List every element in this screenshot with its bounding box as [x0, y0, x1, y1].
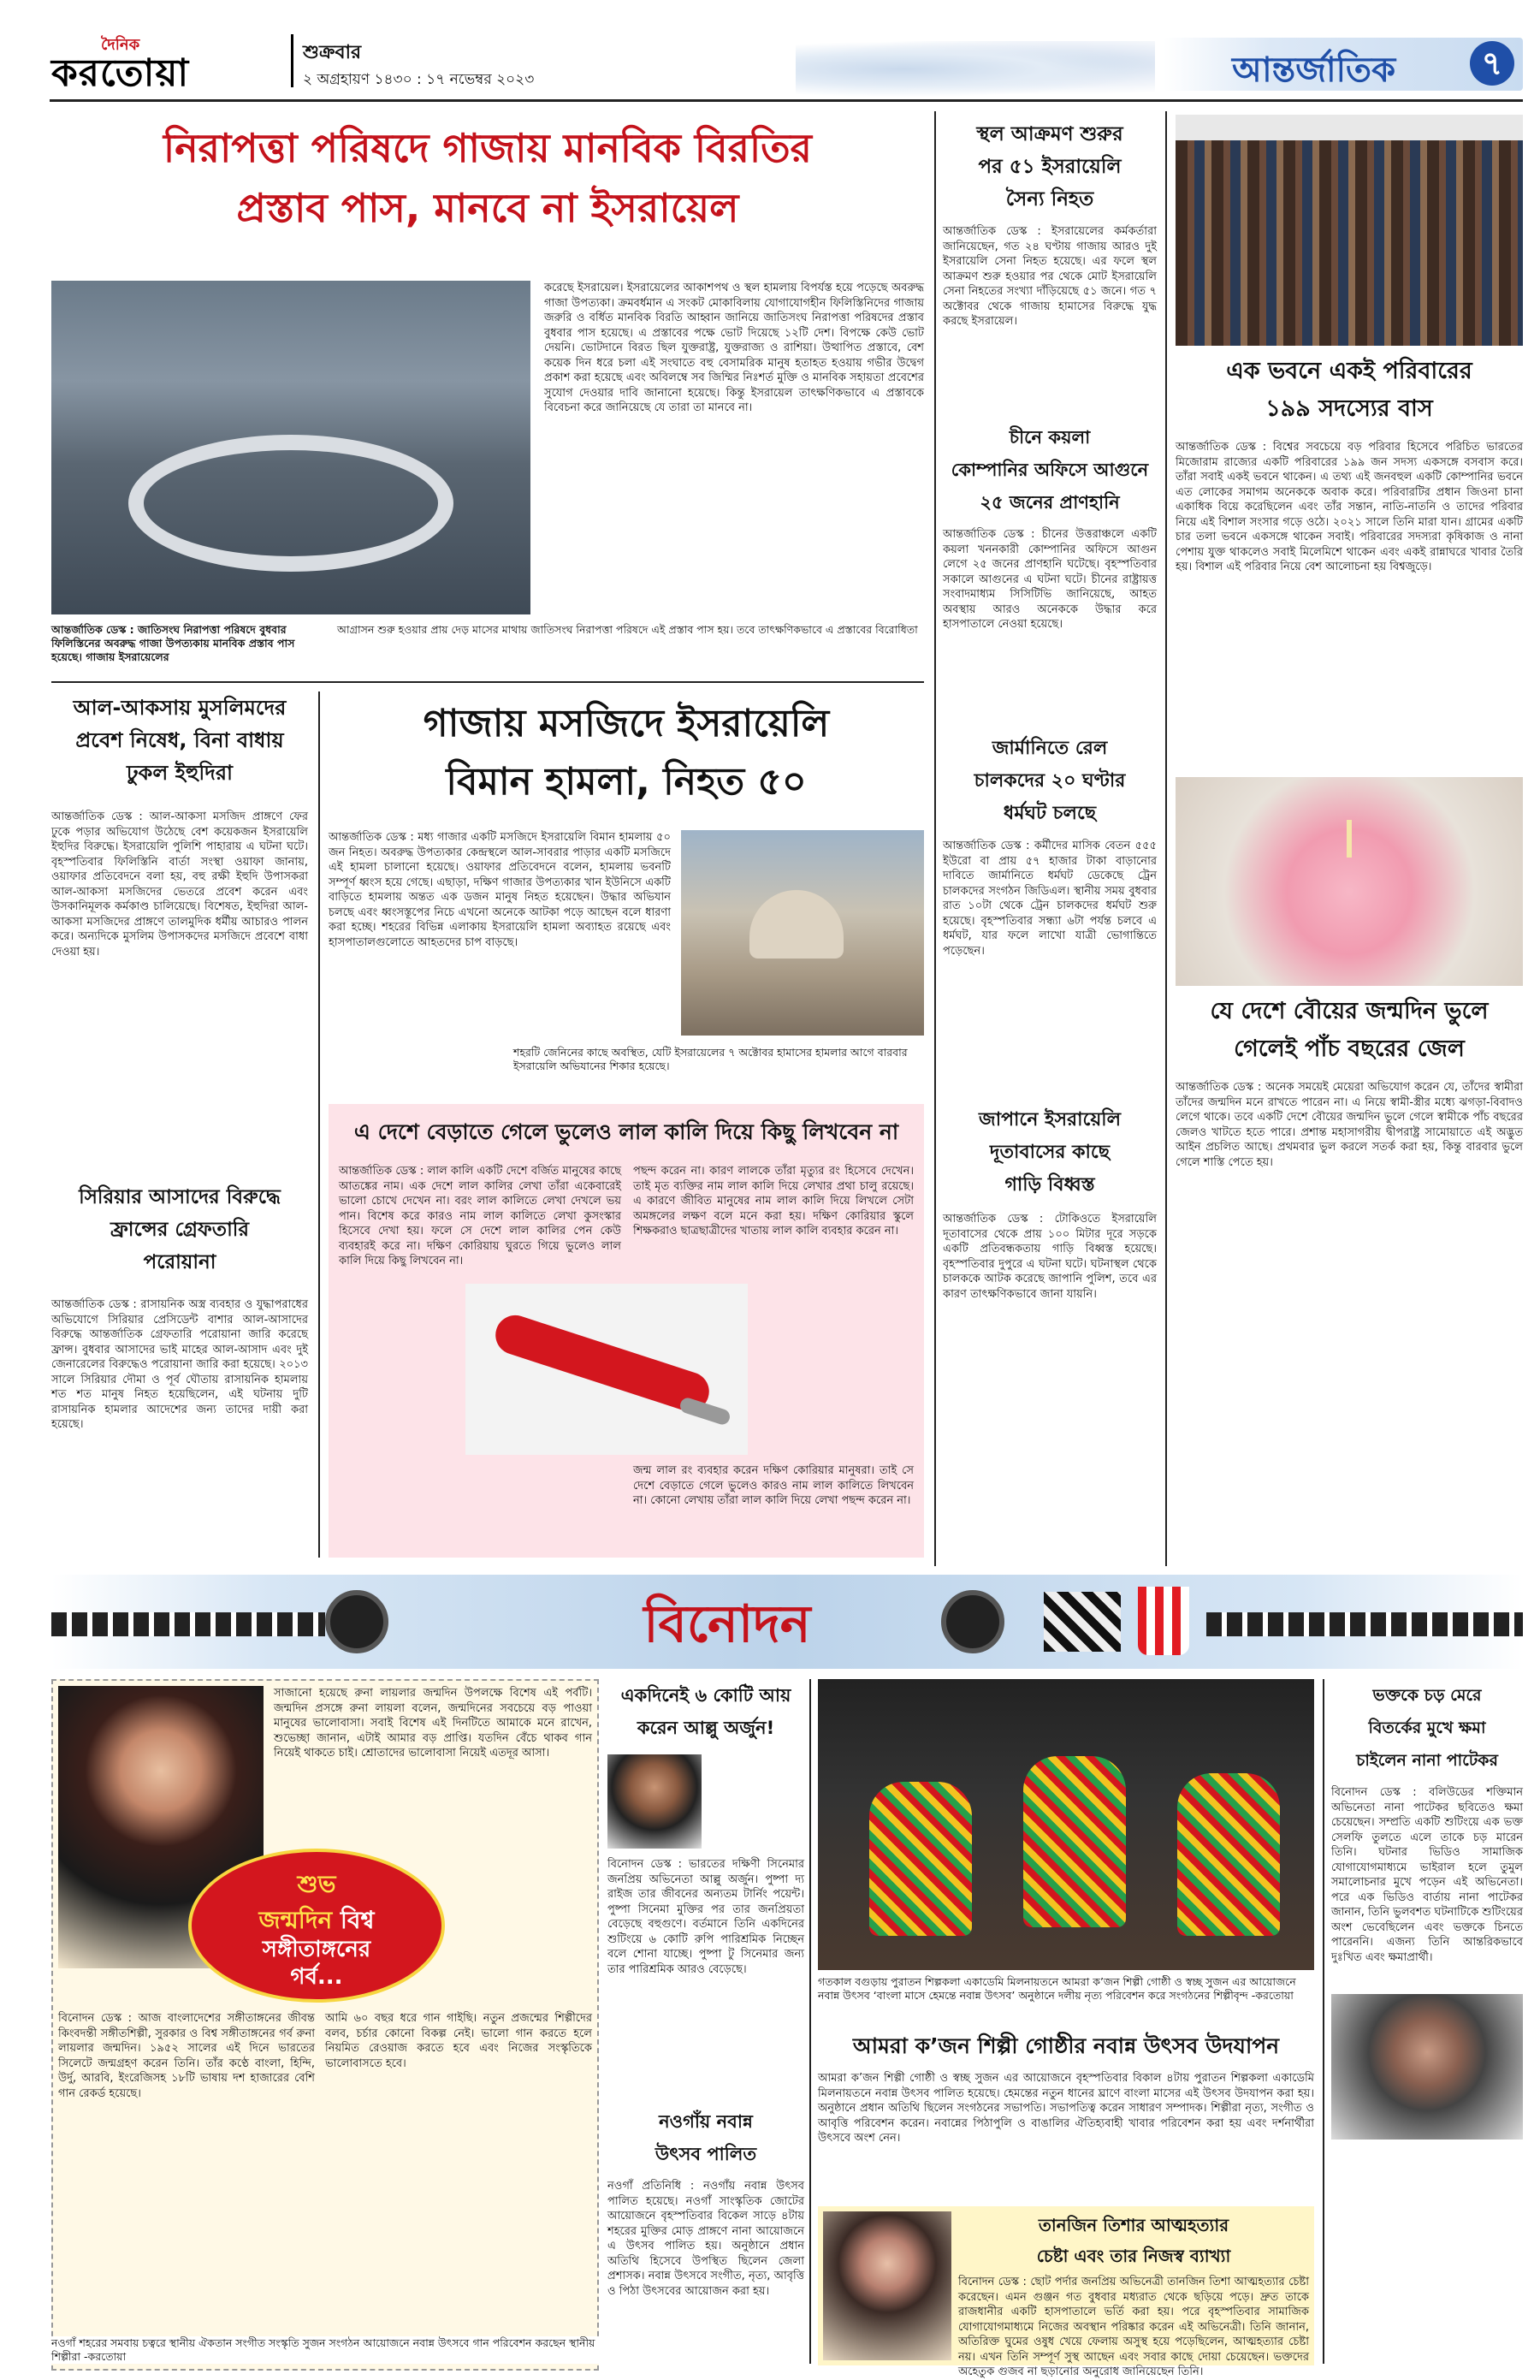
b6-headline — [1331, 1679, 1523, 1780]
a3-caption: শহরটি জেনিনের কাছে অবস্থিত, যেটি ইসরায়েলের ৭ অক্টোবর হামাসের হামলার আগে বারবার ইসরায়েলি অভিযানের শিকার হয়েছে। — [513, 1046, 908, 1072]
a4-body: আন্তর্জাতিক ডেস্ক : রাসায়নিক অস্ত্র ব্যবহার ও যুদ্ধাপরাধের অভিযোগে সিরিয়ার প্রেসিডেন্ট বাশার আল-আসাদের বিরুদ্ধে আন্তর্জাতিক গ্রেফতারি পরোয়ানা জারি করেছে ফ্রান্স। বুধবার আসাদের ভাই মাহের আল-আসাদ এবং দুই জেনারেলের বিরুদ্ধেও পরোয়ানা জারি করা হয়েছে। ২০১৩ সালে সিরিয়ার দৌমা ও পূর্ব ঘৌতায় রাসায়নিক হামলায় শত শত মানুষ নিহত হয়েছিলেন, এই ঘটনায় দুটি রাসায়নিক হামলার আদেশের জন্য তাদের দায়ী করা হয়েছে। — [51, 1298, 308, 1431]
a10-headline-l2: ১৯৯ সদস্যের বাস — [1265, 395, 1433, 422]
birthday-badge — [188, 1849, 445, 2003]
a5-body-bottom: জন্ম লাল রং ব্যবহার করেন দক্ষিণ কোরিয়ার মানুষরা। তাই সে দেশে বেড়াতে গেলে ভুলেও কারও নাম লাল কালিতে লিখবেন না। কোনো লেখায় তাঁরা লাল কালি দিয়ে লেখা পছন্দ করেন না। — [633, 1464, 914, 1507]
b6-headline-l3: চাইলেন নানা পাটেকর — [1356, 1751, 1498, 1770]
b6-headline-l2: বিতর্কের মুখে ক্ষমা — [1368, 1718, 1486, 1737]
a7-body: আন্তর্জাতিক ডেস্ক : চীনের উত্তরাঞ্চলে একটি কয়লা খননকারী কোম্পানির অফিসে আগুন লেগে ২৫ জনের প্রাণহানি ঘটেছে। বৃহস্পতিবার সকালে আগুনের এ ঘটনা ঘটে। চীনের রাষ্ট্রায়ত্ত সংবাদমাধ্যম সিসিটিভি জানিয়েছে, আহত অবস্থায় আরও অনেককে উদ্ধার করে হাসপাতালে নেওয়া হয়েছে। — [943, 528, 1157, 631]
a8-headline — [943, 733, 1157, 834]
a9-body: আন্তর্জাতিক ডেস্ক : টোকিওতে ইসরায়েলি দূতাবাসের থেকে প্রায় ১০০ মিটার দূরে সড়কে একটি প্রতিবন্ধকতায় গাড়ি বিধ্বস্ত হয়েছে। বৃহস্পতিবার দুপুরে এ ঘটনা ঘটে। ঘটনাস্থল থেকে চালককে আটক করেছে জাপানি পুলিশ, তবে এর কারণ তাৎক্ষণিকভাবে জানা যায়নি। — [943, 1213, 1157, 1301]
b2-headline-l2: করেন আল্লু অর্জুন! — [637, 1718, 775, 1738]
a4-headline — [51, 1181, 308, 1292]
a9-headline-l1: জাপানে ইসরায়েলি — [979, 1109, 1121, 1131]
header-rule — [50, 99, 1523, 102]
a4-headline-l1: সিরিয়ার আসাদের বিরুদ্ধে — [79, 1186, 281, 1208]
world-map-decoration — [796, 41, 1155, 98]
badge-line2 — [192, 1906, 441, 1935]
b5-headline-l2: চেষ্টা এবং তার নিজস্ব ব্যাখ্যা — [1036, 2246, 1231, 2266]
dancer-3 — [1177, 1773, 1280, 1936]
birthday-cake-photo — [1176, 777, 1523, 986]
red-ink-box — [329, 1104, 924, 1558]
b5-headline-l1: তানজিন তিশার আত্মহত্যার — [1038, 2215, 1229, 2235]
a10-headline — [1176, 353, 1523, 435]
col-rule-c3 — [934, 111, 936, 1566]
masthead-top: দৈনিক — [101, 36, 140, 54]
b2-headline — [607, 1679, 804, 1748]
a8-headline-l1: জার্মানিতে রেল — [992, 738, 1108, 759]
a6-headline-l1: স্থল আক্রমণ শুরুর — [976, 123, 1123, 145]
dance-performance-photo — [818, 1679, 1314, 1970]
film-reel-icon — [325, 1590, 388, 1653]
a8-headline-l3: ধর্মঘট চলছে — [1003, 803, 1097, 824]
un-council-table — [128, 435, 453, 572]
a9-headline — [943, 1104, 1157, 1205]
film-strip-left — [51, 1612, 325, 1636]
a2-headline-l3: ঢুকল ইহুদিরা — [126, 761, 234, 785]
a7-headline — [943, 421, 1157, 522]
b5-headline — [958, 2210, 1309, 2271]
a10-headline-l1: এক ভবনে একই পরিবারের — [1226, 358, 1472, 384]
a7-headline-l3: ২৫ জনের প্রাণহানি — [980, 492, 1120, 513]
a5-body-left: আন্তর্জাতিক ডেস্ক : লাল কালি একটি দেশে বর্জিত মানুষের কাছে আতঙ্কের নাম। এক দেশে লাল কালির লেখা তাঁরা একেবারেই ভালো চোখে দেখেন না। বরং লাল কালিতে লেখা দেখলে ভয় পান। বিশেষ করে কারও নাম লাল কালিতে লেখা কুসংস্কার হিসেবে দেখা হয়। ফলে সে দেশে লাল কালির পেন কেউ ব্যবহারই করে না। দক্ষিণ কোরিয়ায় ঘুরতে গিয়ে ভুলেও লাল কালি দিয়ে কিছু লিখবেন না। — [339, 1165, 621, 1267]
header-date: ২ অগ্রহায়ণ ১৪৩০ : ১৭ নভেম্বর ২০২৩ — [303, 71, 535, 88]
b3-headline-l2: উৎসব পালিত — [654, 2144, 757, 2164]
a6-headline — [943, 118, 1157, 219]
b1-body-a: বিনোদন ডেস্ক : আজ বাংলাদেশের সঙ্গীতাঙ্গনের জীবন্ত কিংবদন্তী সঙ্গীতশিল্পী, সুরকার ও বিশ্ব সঙ্গীতাঙ্গনের গর্ব রুনা লায়লার জন্মদিন। ১৯৫২ সালের এই দিনে ভারতের সিলেটে জন্মগ্রহণ করেন তিনি। তাঁর কণ্ঠে বাংলা, হিন্দি, উর্দু, আরবি, ইংরেজিসহ ১৮টি ভাষায় দশ হাজারের বেশি গান রেকর্ড হয়েছে। — [58, 2012, 315, 2100]
family-photo-sky — [1176, 115, 1523, 140]
b7-caption: নওগাঁ শহরের সমবায় চত্বরে স্থানীয় ঐকতান সংগীত সংস্কৃতি সুজন সংগঠন আয়োজনে নবান্ন উৎসবে গান পরিবেশন করছেন স্থানীয় শিল্পীরা -করতোয়া — [51, 2336, 599, 2364]
a7-headline-l2: কোম্পানির অফিসে আগুনে — [951, 460, 1149, 480]
headline-security-council — [51, 118, 924, 264]
col-rule-b3 — [809, 1679, 811, 2364]
b3-headline — [607, 2105, 804, 2174]
tisha-box — [818, 2206, 1314, 2378]
masthead-logo: করতোয়া — [51, 51, 190, 95]
header-divider — [291, 34, 293, 87]
a1-caption-cont: আগ্রাসন শুরু হওয়ার প্রায় দেড় মাসের মাথায় জাতিসংঘ নিরাপত্তা পরিষদে এই প্রস্তাব পাস হয়। তবে তাৎক্ষণিকভাবে এ প্রস্তাবের বিরোধিতা — [337, 623, 918, 636]
b2-headline-l1: একদিনেই ৬ কোটি আয় — [620, 1685, 791, 1706]
page-number: ৭ — [1470, 41, 1514, 86]
badge-line1: শুভ — [297, 1870, 336, 1898]
col-rule-c4 — [1165, 111, 1167, 1566]
a9-headline-l2: দূতাবাসের কাছে — [989, 1142, 1111, 1163]
b5-body: বিনোদন ডেস্ক : ছোট পর্দার জনপ্রিয় অভিনেত্রী তানজিন তিশা আত্মহত্যার চেষ্টা করেছেন। এমন গুঞ্জন গত বুধবার মধ্যরাত থেকে ছড়িয়ে পড়ে। দ্রুত তাকে রাজধানীর একটি হাসপাতালে ভর্তি করা হয়। পরে বৃহস্পতিবার সামাজিক যোগাযোগমাধ্যমে নিজের অবস্থান পরিষ্কার করেন এই অভিনেত্রী। তিনি জানান, অতিরিক্ত ঘুমের ওষুধ খেয়ে ফেলায় অসুস্থ হয়ে পড়েছিলেন, আত্মহত্যার চেষ্টা নয়। এখন তিনি সম্পূর্ণ সুস্থ আছেন এবং সবার কাছে দোয়া চেয়েছেন। ভক্তদের অহেতুক গুজব না ছড়ানোর অনুরোধ জানিয়েছেন তিনি। — [958, 2276, 1309, 2378]
b1-body-c: আমি ৬০ বছর ধরে গান গাইছি। নতুন প্রজন্মের শিল্পীদের বলব, চর্চার কোনো বিকল্প নেই। ভালো গান করতে হলে নিয়মিত রেওয়াজ করতে হবে এবং নিজের সংস্কৃতিকে ভালোবাসতে হবে। — [325, 2012, 592, 2070]
headline-line1: নিরাপত্তা পরিষদে গাজায় মানবিক বিরতির — [163, 125, 812, 171]
a7-headline-l1: চীনে কয়লা — [1009, 427, 1091, 448]
a6-body: আন্তর্জাতিক ডেস্ক : ইসরায়েলের কর্মকর্তারা জানিয়েছেন, গত ২৪ ঘণ্টায় গাজায় আরও দুই ইসরায়েলি সেনা নিহত হয়েছে। এর ফলে স্থল আক্রমণ শুরু হওয়ার পর থেকে মোট ইসরায়েলি সেনা নিহতের সংখ্যা দাঁড়িয়েছে ৫১ জনে। গত ৭ অক্টোবর থেকে গাজায় হামাসের বিরুদ্ধে যুদ্ধ করছে ইসরায়েল। — [943, 225, 1157, 328]
a1-body: করেছে ইসরায়েল। ইসরায়েলের আকাশপথ ও স্থল হামলায় বিপর্যস্ত হয়ে পড়েছে অবরুদ্ধ গাজা উপত্যকা। ক্রমবর্ধমান এ সংকট মোকাবিলায় যোগাযোগহীন ফিলিস্তিনিদের গাজায় জরুরি ও বর্ধিত মানবিক বিরতি আহ্বান জানিয়ে জাতিসংঘ নিরাপত্তা পরিষদের প্রস্তাব বুধবার পাস হয়েছে। এ প্রস্তাবের পক্ষে ভোট দিয়েছে ১২টি দেশ। বিপক্ষে কেউ ভোট দেয়নি। ভোটদানে বিরত ছিল যুক্তরাষ্ট্র, যুক্তরাজ্য ও রাশিয়া। উত্থাপিত প্রস্তাবে, বেশ কয়েক দিন ধরে চলা এই সংঘাতে বহু বেসামরিক মানুষ হতাহত হওয়ায় গভীর উদ্বেগ প্রকাশ করা হয়েছে এবং অবিলম্বে সব জিম্মির নিঃশর্ত মুক্তি ও মানবিক সহায়তা প্রবেশের সুযোগ দেওয়ার দাবি জানানো হয়েছে। কিন্তু ইসরায়েল তাৎক্ষণিকভাবে এ প্রস্তাবকে বিবেচনা করে জানিয়েছে যে তারা তা মানবে না। — [544, 282, 924, 414]
a2-headline — [51, 691, 308, 803]
section-banner — [1164, 38, 1523, 91]
a11-headline-l1: যে দেশে বৌয়ের জন্মদিন ভুলে — [1210, 998, 1489, 1024]
film-strip-right — [1206, 1612, 1523, 1636]
col-rule-b5 — [1323, 1679, 1324, 2364]
badge-line2a: জন্মদিন — [258, 1906, 333, 1934]
header-day: শুক্রবার — [303, 42, 362, 63]
a8-headline-l2: চালকদের ২০ ঘণ্টার — [974, 770, 1126, 792]
cake-candle — [1347, 820, 1352, 858]
a3-headline — [329, 695, 924, 823]
mosque-dome — [749, 890, 844, 959]
b3-headline-l1: নওগাঁয় নবান্ন — [659, 2111, 753, 2132]
dancer-2 — [1023, 1756, 1126, 1927]
col-rule-a4 — [318, 1104, 320, 1558]
tanjin-tisha-photo — [823, 2211, 951, 2360]
a11-body: আন্তর্জাতিক ডেস্ক : অনেক সময়েই মেয়েরা অভিযোগ করেন যে, তাঁদের স্বামীরা তাঁদের জন্মদিন মনে রাখতে পারেন না। এ নিয়ে স্বামী-স্ত্রীর মধ্যে ঝগড়া-বিবাদও লেগে থাকে। তবে একটি দেশে বৌয়ের জন্মদিন ভুলে গেলে স্বামীকে পাঁচ বছরের জেলও খাটতে হতে পারে। প্রশান্ত মহাসাগরীয় দ্বীপরাষ্ট্র সামোয়াতে এই অদ্ভুত আইন প্রচলিত আছে। প্রথমবার ভুল করলে সতর্ক করা হয়, কিন্তু বারবার ভুলে গেলে শাস্তি পেতে হয়। — [1176, 1081, 1523, 1169]
clapperboard-icon — [1044, 1592, 1121, 1652]
a6-headline-l3: সৈন্য নিহত — [1005, 188, 1094, 211]
un-council-photo — [51, 281, 530, 614]
b2-body: বিনোদন ডেস্ক : ভারতের দক্ষিণী সিনেমার জনপ্রিয় অভিনেতা আল্লু অর্জুন। পুষ্পা দ্য রাইজ তার জীবনের অন্যতম টার্নিং পয়েন্ট। পুষ্পা সিনেমা মুক্তির পর তার জনপ্রিয়তা বেড়েছে বহুগুণে। বর্তমানে তিনি একদিনের শুটিংয়ে ৬ কোটি রুপি পারিশ্রমিক নিচ্ছেন বলে শোনা যাচ্ছে। পুষ্পা টু সিনেমার জন্য তার পারিশ্রমিক আরও বেড়েছে। — [607, 1858, 804, 1976]
film-reel-icon-2 — [941, 1590, 1004, 1653]
page-header — [0, 0, 1540, 103]
b3-body: নওগাঁ প্রতিনিধি : নওগাঁয় নবান্ন উৎসব পালিত হয়েছে। নওগাঁ সাংস্কৃতিক জোটের আয়োজনে বৃহস্পতিবার বিকেল সাড়ে ৪টায় শহরের মুক্তির মোড় প্রাঙ্গণে নানা আয়োজনে এ উৎসব পালিত হয়। অনুষ্ঠানে প্রধান অতিথি হিসেবে উপস্থিত ছিলেন জেলা প্রশাসক। নবান্ন উৎসবে সংগীত, নৃত্য, আবৃত্তি ও পিঠা উৎসবের আয়োজন করা হয়। — [607, 2180, 804, 2298]
b1-body-b: সাজানো হয়েছে রুনা লায়লার জন্মদিন উপলক্ষে বিশেষ এই পর্বটি। জন্মদিন প্রসঙ্গে রুনা লায়লা বলেন, জন্মদিনের সবচেয়ে বড় পাওয়া মানুষের ভালোবাসা। সবাই বিশেষ এই দিনটিতে আমাকে মনে রাখেন, শুভেচ্ছা জানান, এটাই আমার বড় প্রাপ্তি। যতদিন বেঁচে থাকব গান নিয়েই থাকতে চাই। শ্রোতাদের ভালোবাসা নিয়েই এতদূর আসা। — [274, 1687, 592, 1760]
popcorn-icon — [1138, 1587, 1189, 1655]
a3-headline-l1: গাজায় মসজিদে ইসরায়েলি — [423, 702, 830, 745]
a1-caption: আন্তর্জাতিক ডেস্ক : জাতিসংঘ নিরাপত্তা পরিষদে বুধবার ফিলিস্তিনের অবরুদ্ধ গাজা উপত্যকায় মানবিক প্রস্তাব পাস হয়েছে। গাজায় ইসরায়েলের — [51, 623, 295, 663]
a3-headline-l2: বিমান হামলা, নিহত ৫০ — [446, 760, 807, 804]
a9-headline-l3: গাড়ি বিধ্বস্ত — [1004, 1174, 1095, 1196]
a10-body: আন্তর্জাতিক ডেস্ক : বিশ্বের সবচেয়ে বড় পরিবার হিসেবে পরিচিত ভারতের মিজোরাম রাজ্যের একটি পরিবারের ১৯৯ জন সদস্য একসঙ্গে বসবাস করে। তাঁরা সবাই একই ভবনে থাকেন। এ তথ্য এই জনবহুল একটি কোম্পানির ভবনে এত লোকের সমাগম অনেককে অবাক করে। পরিবারটির প্রধান জিওনা চানা একাধিক বিয়ে করেছিলেন এবং তাঁর সন্তান, নাতি-নাতনি ও তাদের পরিবার নিয়ে এই বিশাল সংসার গড়ে ওঠে। ২০২১ সালে তিনি মারা যান। গ্রামের একটি চার তলা ভবনে একসঙ্গে থাকেন সবাই। পরিবারের সদস্যরা কৃষিকাজ ও নানা পেশায় যুক্ত থাকলেও সবাই মিলেমিশে থাকেন এবং একই রান্নাঘরে খাবার তৈরি হয়। বিশাল এই পরিবার নিয়ে বেশ আলোচনা হয় বিশ্বজুড়ে। — [1176, 441, 1523, 573]
a2-body: আন্তর্জাতিক ডেস্ক : আল-আকসা মসজিদ প্রাঙ্গণে ফের ঢুকে পড়ার অভিযোগ উঠেছে বেশ কয়েকজন ইসরায়েলি ইহুদির বিরুদ্ধে। ইসরায়েলি পুলিশি পাহারায় এ ঘটনা ঘটে। বৃহস্পতিবার ফিলিস্তিনি বার্তা সংস্থা ওয়াফা জানায়, ওয়াফার প্রতিবেদনে বলা হয়, বহু রক্ষী ইহুদি উপাসকরা আল-আকসা মসজিদের ভেতরে প্রবেশ করেন এবং উসকানিমূলক কর্মকাণ্ড চালিয়েছে। বিশেষত, ইহুদিরা আল-আকসা মসজিদের প্রাঙ্গণে তালমুদিক ধর্মীয় আচারও পালন করে। অন্যদিকে মুসলিম উপাসকদের মসজিদে প্রবেশে বাধা দেওয়া হয়। — [51, 810, 308, 959]
dancer-1 — [869, 1782, 972, 1936]
mosque-rubble-photo — [681, 830, 924, 1036]
badge-line2b: বিশ্ব — [340, 1906, 375, 1934]
badge-line3: সঙ্গীতাঙ্গনের — [262, 1937, 371, 1962]
a5-headline: এ দেশে বেড়াতে গেলে ভুলেও লাল কালি দিয়ে কিছু লিখবেন না — [353, 1119, 899, 1144]
red-pen-photo — [465, 1284, 748, 1455]
a3-body: আন্তর্জাতিক ডেস্ক : মধ্য গাজার একটি মসজিদে ইসরায়েলি বিমান হামলায় ৫০ জন নিহত। অবরুদ্ধ উপত্যকার কেন্দ্রস্থলে আল-সাবরার পাড়ার একটি মসজিদে এই হামলা চালানো হয়েছে। ওয়াফার প্রতিবেদনে বলেন, হামলায় ভবনটি সম্পূর্ণ ধ্বংস হয়ে গেছে। এছাড়া, দক্ষিণ গাজার উপত্যকার খান ইউনিসে একটি বাড়িতে হামলায় অন্তত এক ডজন মানুষ নিহত হয়েছেন। উদ্ধার অভিযান চলছে এবং ধ্বংসস্তূপের নিচে এখনো অনেকে আটকা পড়ে আছেন বলে ধারণা করা হচ্ছে। শহরের বিভিন্ন এলাকায় ইসরায়েলি হামলা অব্যাহত রয়েছে এবং হাসপাতালগুলোতে আহতদের চাপ বাড়ছে। — [329, 831, 671, 949]
a1-rule — [51, 681, 924, 683]
banner-title: বিনোদন — [643, 1594, 811, 1654]
b6-headline-l1: ভক্তকে চড় মেরে — [1372, 1686, 1482, 1705]
nana-patekar-photo — [1331, 1994, 1523, 2140]
a2-headline-l1: আল-আকসায় মুসলিমদের — [73, 696, 287, 720]
headline-line2: প্রস্তাব পাস, মানবে না ইসরায়েল — [236, 185, 739, 231]
allu-arjun-photo — [607, 1754, 702, 1849]
a5-body-right: পছন্দ করেন না। কারণ লালকে তাঁরা মৃত্যুর রং হিসেবে দেখেন। তাই মৃত ব্যক্তির নাম লাল কালি দিয়ে লেখার প্রথা চালু রয়েছে। এ কারণে জীবিত মানুষের নাম লাল কালি দিয়ে লিখলে সেটা অমঙ্গলের লক্ষণ বলে মনে করা হয়। দক্ষিণ কোরিয়ার স্কুলে শিক্ষকরাও ছাত্রছাত্রীদের খাতায় লাল কালি ব্যবহার করেন না। — [633, 1165, 914, 1237]
b6-body: বিনোদন ডেস্ক : বলিউডের শক্তিমান অভিনেতা নানা পাটেকর ছবিতেও ক্ষমা চেয়েছেন। সম্প্রতি একটি শুটিংয়ে এক ভক্ত সেলফি তুলতে এলে তাকে চড় মারেন তিনি। ঘটনার ভিডিও সামাজিক যোগাযোগমাধ্যমে ভাইরাল হলে তুমুল সমালোচনার মুখে পড়েন এই অভিনেতা। পরে এক ভিডিও বার্তায় নানা পাটেকর জানান, তিনি ভুলবশত ঘটনাটিকে শুটিংয়ের অংশ ভেবেছিলেন এবং ভক্তকে চিনতে পারেননি। এজন্য তিনি আন্তরিকভাবে দুঃখিত এবং ক্ষমাপ্রার্থী। — [1331, 1786, 1523, 1964]
section-title: আন্তর্জাতিক — [1232, 50, 1396, 90]
b4-body: আমরা ক’জন শিল্পী গোষ্ঠী ও স্বচ্ছ সুজন এর আয়োজনে বৃহস্পতিবার বিকাল ৪টায় পুরাতন শিল্পকলা একাডেমি মিলনায়তনে নবান্ন উৎসব পালিত হয়েছে। হেমন্তের নতুন ধানের ঘ্রাণে বাংলা মাসের এই উৎসব উদযাপন করা হয়। অনুষ্ঠানে প্রধান অতিথি ছিলেন সংগঠনের সভাপতি। সভাপতিত্ব করেন সাধারণ সম্পাদক। শিল্পীরা নৃত্য, সংগীত ও আবৃত্তি পরিবেশন করেন। নবান্নের পিঠাপুলি ও বাঙালির ঐতিহ্যবাহী খাবার পরিবেশন করা হয় এবং দর্শনার্থীরা উৎসবে অংশ নেন। — [818, 2072, 1314, 2145]
a2-headline-l2: প্রবেশ নিষেধ, বিনা বাধায় — [75, 728, 284, 752]
badge-line4: গর্ব... — [290, 1964, 343, 1990]
a6-headline-l2: পর ৫১ ইসরায়েলি — [978, 156, 1122, 178]
b4-headline: আমরা ক’জন শিল্পী গোষ্ঠীর নবান্ন উৎসব উদযাপন — [852, 2033, 1280, 2058]
a11-headline — [1176, 993, 1523, 1075]
a4-headline-l3: পরোয়ানা — [143, 1251, 216, 1273]
a8-body: আন্তর্জাতিক ডেস্ক : কর্মীদের মাসিক বেতন ৫৫৫ ইউরো বা প্রায় ৫৭ হাজার টাকা বাড়ানোর দাবিতে জার্মানিতে ধর্মঘট ডেকেছে ট্রেন চালকদের সংগঠন জিডিএল। স্থানীয় সময় বুধবার রাত ১০টা থেকে ট্রেন চালকদের ধর্মঘট শুরু হয়েছে। বৃহস্পতিবার সন্ধ্যা ৬টা পর্যন্ত চলবে এ ধর্মঘট, যার ফলে লাখো যাত্রী ভোগান্তিতে পড়েছেন। — [943, 840, 1157, 958]
a4-headline-l2: ফ্রান্সের গ্রেফতারি — [110, 1219, 249, 1241]
b4-caption: গতকাল বগুড়ায় পুরাতন শিল্পকলা একাডেমি মিলনায়তনে আমরা ক’জন শিল্পী গোষ্ঠী ও স্বচ্ছ সুজন এর আয়োজনে নবান্ন উৎসব ‘বাংলা মাসে হেমন্তে নবান্ন উৎসব’ অনুষ্ঠানে দলীয় নৃত্য পরিবেশন করে সংগঠনের শিল্পীবৃন্দ -করতোয়া — [818, 1975, 1296, 2002]
entertainment-banner — [51, 1575, 1523, 1669]
family-photo-full — [1176, 115, 1523, 346]
a11-headline-l2: গেলেই পাঁচ বছরের জেল — [1234, 1036, 1465, 1062]
